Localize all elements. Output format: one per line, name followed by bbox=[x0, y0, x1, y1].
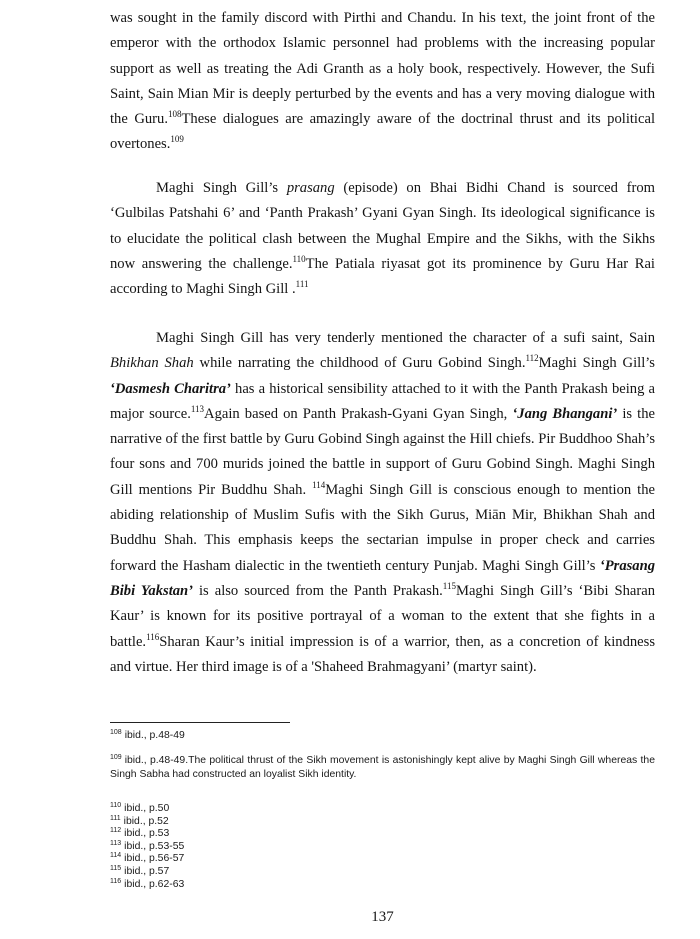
footnote-number: 110 bbox=[110, 802, 122, 809]
footnote-text: ibid., p.57 bbox=[124, 865, 170, 877]
italic-term: Bhikhan Shah bbox=[110, 355, 194, 372]
footnote-109 bbox=[110, 754, 655, 781]
footnote-text: ibid., p.53 bbox=[124, 828, 170, 840]
paragraph-1: was sought in the family discord with Pirthi and Chandu. In his text, the joint front of the emperor with the orthodox Islamic personnel had problems with the increasing popular support as well as treating the Adi Granth as a holy book, respectively. However, the Sufi Saint, Sain Mian Mir is deeply perturbed by the events and has a very moving dialogue with the Guru.$^{108}$These dialogues are amazingly aware of the doctrinal thrust and its political overtones.$^{109}$ bbox=[110, 10, 655, 153]
footnote-113 bbox=[110, 841, 655, 854]
footnote-text: ibid., p.52 bbox=[123, 815, 169, 827]
footnote-number: 114 bbox=[110, 852, 122, 860]
footnote-number: 115 bbox=[110, 864, 122, 872]
footnote-number: 113 bbox=[110, 839, 122, 847]
work-title: ‘Dasmesh Charitra’ bbox=[110, 380, 231, 397]
work-title: ‘Jang Bhangani’ bbox=[512, 405, 618, 422]
footnote-111 bbox=[110, 816, 655, 829]
footnote-separator bbox=[110, 722, 290, 723]
footnote-ref: 110 bbox=[292, 253, 306, 264]
footnote-number: 109 bbox=[110, 754, 122, 761]
italic-term: prasang bbox=[286, 180, 335, 196]
footnote-text: ibid., p.53-55 bbox=[124, 840, 185, 852]
footnote-number: 111 bbox=[110, 814, 121, 822]
footnote-text: ibid., p.48-49.The political thrust of the Sikh movement is astonishingly kept alive by Maghi Singh Gill whereas the Singh Sabha had constructed an loyalist Sikh identity. bbox=[110, 755, 655, 780]
footnote-ref: 111 bbox=[295, 279, 309, 290]
footnote-text: ibid., p.50 bbox=[124, 803, 170, 814]
footnote-number: 108 bbox=[110, 729, 122, 736]
footnote-number: 116 bbox=[110, 877, 122, 885]
footnote-ref: 113 bbox=[190, 403, 205, 414]
footnote-110 bbox=[110, 803, 655, 816]
footnote-112 bbox=[110, 828, 655, 841]
footnote-text: ibid., p.62-63 bbox=[124, 878, 185, 890]
footnote-114 bbox=[110, 853, 655, 866]
footnote-list bbox=[110, 803, 655, 891]
footnote-ref: 115 bbox=[442, 580, 456, 591]
footnote-text: ibid., p.56-57 bbox=[124, 853, 185, 865]
footnote-115 bbox=[110, 866, 655, 879]
footnote-116 bbox=[110, 879, 655, 892]
footnote-number: 112 bbox=[110, 827, 122, 835]
footnote-ref: 116 bbox=[146, 631, 160, 642]
footnote-ref: 112 bbox=[525, 353, 539, 364]
paragraph-3: Maghi Singh Gill has very tenderly mentioned the character of a sufi saint, Sain Bhikhan Shah while narrating the childhood of Guru Gobind Singh.$^{112}$Maghi Singh Gill’s ‘Dasmesh Charitra’ has a historical sensibility attached to it with the Panth Prakash being a major source.$^{113}$Again based on Panth Prakash-Gyani Gyan Singh, ‘Jang Bhangani’ is the narrative of the first battle by Guru Gobind Singh against the Hill chiefs. Pir Buddhoo Shah’s four sons and 700 murids joined the battle in support of Guru Gobind Singh. Maghi Singh Gill mentions Pir Buddhu Shah. $^{114}$Maghi Singh Gill is conscious enough to mention the abiding relationship of Muslim Sufis with the Sikh Gurus, Miān Mir, Bhikhan Shah and Buddhu Shah. This emphasis keeps the sectarian impulse in proper check and carries forward the Hasham dialectic in the twentieth century Punjab. Maghi Singh Gill’s ‘Prasang Bibi Yakstan’ is also sourced from the Panth Prakash.$^{115}$Maghi Singh Gill’s ‘Bibi Sharan Kaur’ is known for its positive portrayal of a woman to the extent that she fights in a battle.$^{116}$Sharan Kaur’s initial impression is of a warrior, then, as a concretion of kindness and virtue. Her third image is of a 'Shaheed Brahmagyani’ (martyr saint). bbox=[110, 330, 655, 675]
work-title: ‘Prasang Bibi Yakstan’ bbox=[110, 557, 655, 599]
footnote-ref: 114 bbox=[312, 479, 326, 490]
footnote-108 bbox=[110, 730, 655, 741]
footnote-text: ibid., p.48-49 bbox=[124, 730, 185, 741]
paragraph-2: Maghi Singh Gill’s prasang (episode) on Bhai Bidhi Chand is sourced from ‘Gulbilas Patshahi 6’ and ‘Panth Prakash’ Gyani Gyan Singh. Its ideological significance is to elucidate the political clash between the Mughal Empire and the Sikhs, with the Sikhs now answering the challenge.$^{110}$The Patiala riyasat got its prominence by Guru Har Rai according to Maghi Singh Gill .$^{111}$ bbox=[110, 180, 656, 298]
footnote-ref: 109 bbox=[170, 134, 184, 145]
page-number: 137 bbox=[371, 909, 394, 925]
footnote-ref: 108 bbox=[167, 109, 182, 120]
